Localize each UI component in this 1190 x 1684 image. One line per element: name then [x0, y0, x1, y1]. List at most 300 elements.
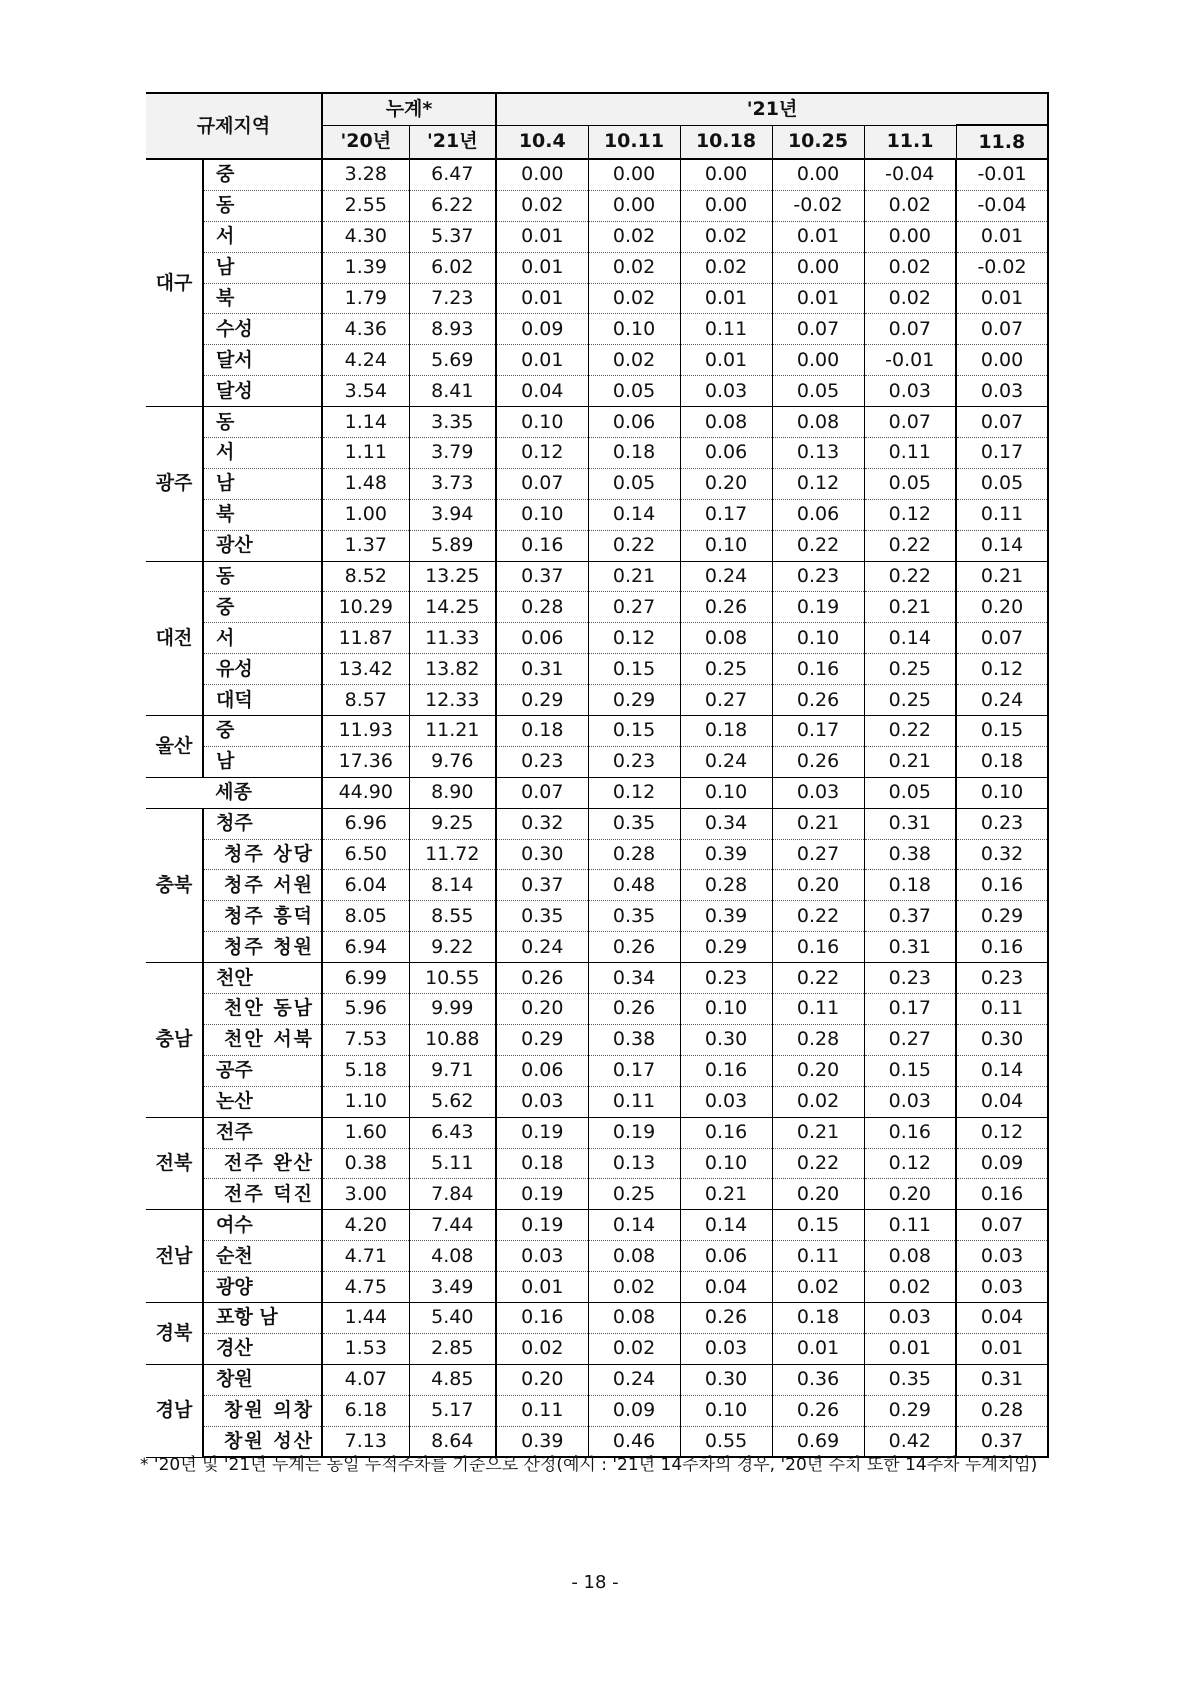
value-cell: 0.22: [772, 901, 864, 932]
value-cell: 8.14: [409, 870, 496, 901]
region-cell: 전북: [146, 1117, 203, 1210]
value-cell: 0.03: [956, 1272, 1048, 1303]
value-cell: 0.17: [588, 1055, 680, 1086]
table-row: [146, 1086, 1048, 1117]
value-cell: 0.10: [680, 1148, 772, 1179]
value-cell: 6.47: [409, 159, 496, 190]
district-cell: 수성: [203, 314, 322, 345]
value-cell: 4.85: [409, 1364, 496, 1395]
value-cell: 0.23: [588, 746, 680, 777]
table-row: [146, 592, 1048, 623]
value-cell: 0.16: [680, 1117, 772, 1148]
value-cell: 0.07: [864, 407, 956, 438]
district-cell: 공주: [203, 1055, 322, 1086]
value-cell: 0.27: [680, 685, 772, 716]
value-cell: 0.22: [772, 963, 864, 994]
value-cell: 0.15: [864, 1055, 956, 1086]
value-cell: 0.37: [956, 1426, 1048, 1457]
value-cell: 0.03: [956, 376, 1048, 407]
value-cell: 0.03: [956, 1241, 1048, 1272]
value-cell: 0.17: [772, 716, 864, 747]
value-cell: 0.18: [588, 438, 680, 469]
table-row: [146, 839, 1048, 870]
value-cell: 7.53: [322, 1024, 409, 1055]
value-cell: 4.71: [322, 1241, 409, 1272]
value-cell: 0.39: [680, 839, 772, 870]
column-header: 10.18: [680, 125, 772, 159]
value-cell: 4.75: [322, 1272, 409, 1303]
value-cell: 0.26: [772, 1395, 864, 1426]
region-cell: 대전: [146, 561, 203, 715]
value-cell: 0.14: [956, 530, 1048, 561]
table-row: [146, 314, 1048, 345]
value-cell: 0.29: [680, 932, 772, 963]
value-cell: 0.30: [496, 839, 588, 870]
value-cell: 0.00: [772, 252, 864, 283]
value-cell: 11.93: [322, 716, 409, 747]
value-cell: 0.01: [864, 1333, 956, 1364]
value-cell: 0.12: [864, 499, 956, 530]
value-cell: 0.17: [864, 994, 956, 1025]
value-cell: 5.11: [409, 1148, 496, 1179]
value-cell: 0.00: [772, 159, 864, 190]
value-cell: 0.15: [588, 716, 680, 747]
value-cell: 0.08: [864, 1241, 956, 1272]
value-cell: 0.13: [772, 438, 864, 469]
value-cell: 8.64: [409, 1426, 496, 1457]
value-cell: 0.01: [680, 345, 772, 376]
page-number: - 18 -: [571, 1572, 619, 1593]
district-cell: 창원 의창: [203, 1395, 322, 1426]
value-cell: 0.17: [956, 438, 1048, 469]
value-cell: 6.18: [322, 1395, 409, 1426]
value-cell: 0.02: [772, 1086, 864, 1117]
region-header: 규제지역: [146, 93, 322, 159]
value-cell: 13.42: [322, 654, 409, 685]
value-cell: 7.23: [409, 283, 496, 314]
value-cell: 9.22: [409, 932, 496, 963]
table-row: [146, 283, 1048, 314]
value-cell: 0.22: [772, 1148, 864, 1179]
value-cell: 0.31: [956, 1364, 1048, 1395]
value-cell: 0.01: [956, 221, 1048, 252]
value-cell: 0.07: [864, 314, 956, 345]
value-cell: 4.20: [322, 1210, 409, 1241]
district-cell: 북: [203, 499, 322, 530]
value-cell: 0.39: [680, 901, 772, 932]
value-cell: 1.53: [322, 1333, 409, 1364]
value-cell: 0.10: [680, 1395, 772, 1426]
table-row: [146, 1055, 1048, 1086]
value-cell: -0.01: [864, 345, 956, 376]
district-cell: 동: [203, 407, 322, 438]
district-cell: 청주 서원: [203, 870, 322, 901]
value-cell: 0.10: [680, 777, 772, 808]
value-cell: 0.08: [680, 623, 772, 654]
value-cell: 0.05: [864, 468, 956, 499]
district-cell: 서: [203, 438, 322, 469]
value-cell: 0.02: [588, 283, 680, 314]
value-cell: 0.03: [496, 1086, 588, 1117]
value-cell: 3.35: [409, 407, 496, 438]
region-cell: 경북: [146, 1302, 203, 1364]
value-cell: 0.05: [956, 468, 1048, 499]
value-cell: 0.02: [680, 221, 772, 252]
value-cell: 0.31: [864, 808, 956, 839]
value-cell: 0.31: [864, 932, 956, 963]
value-cell: 3.73: [409, 468, 496, 499]
value-cell: 0.02: [864, 252, 956, 283]
value-cell: 0.20: [680, 468, 772, 499]
value-cell: 0.11: [956, 499, 1048, 530]
table-row: [146, 777, 1048, 808]
value-cell: 4.36: [322, 314, 409, 345]
value-cell: 0.22: [772, 530, 864, 561]
value-cell: -0.04: [864, 159, 956, 190]
value-cell: 0.02: [588, 1333, 680, 1364]
district-cell: 남: [203, 746, 322, 777]
value-cell: 0.01: [956, 283, 1048, 314]
region-cell: 대구: [146, 159, 203, 407]
region-cell: 충북: [146, 808, 203, 962]
value-cell: 0.12: [956, 654, 1048, 685]
value-cell: 0.03: [496, 1241, 588, 1272]
value-cell: 0.23: [864, 963, 956, 994]
table-row: [146, 654, 1048, 685]
value-cell: 11.21: [409, 716, 496, 747]
value-cell: 0.03: [772, 777, 864, 808]
value-cell: 0.01: [680, 283, 772, 314]
value-cell: 0.01: [496, 221, 588, 252]
value-cell: 8.90: [409, 777, 496, 808]
value-cell: 0.00: [496, 159, 588, 190]
value-cell: 0.16: [956, 1179, 1048, 1210]
value-cell: 0.10: [680, 994, 772, 1025]
district-cell: 광양: [203, 1272, 322, 1303]
price-change-table: [146, 92, 1049, 1458]
value-cell: 0.08: [588, 1302, 680, 1333]
value-cell: 4.07: [322, 1364, 409, 1395]
value-cell: 0.11: [588, 1086, 680, 1117]
value-cell: 0.36: [772, 1364, 864, 1395]
value-cell: 0.39: [496, 1426, 588, 1457]
table-row: [146, 252, 1048, 283]
value-cell: 0.11: [864, 1210, 956, 1241]
region-cell: 광주: [146, 407, 203, 561]
value-cell: 0.21: [864, 746, 956, 777]
value-cell: 0.04: [956, 1086, 1048, 1117]
value-cell: 0.24: [680, 561, 772, 592]
value-cell: 0.37: [864, 901, 956, 932]
value-cell: 0.23: [956, 808, 1048, 839]
table-row: [146, 530, 1048, 561]
value-cell: 0.07: [956, 623, 1048, 654]
year21-header: '21년: [496, 93, 1048, 125]
table-row: [146, 994, 1048, 1025]
value-cell: 0.02: [864, 1272, 956, 1303]
value-cell: 0.12: [496, 438, 588, 469]
table-row: [146, 623, 1048, 654]
value-cell: 0.28: [772, 1024, 864, 1055]
value-cell: 0.20: [864, 1179, 956, 1210]
value-cell: 0.19: [588, 1117, 680, 1148]
value-cell: 0.25: [864, 685, 956, 716]
value-cell: 0.19: [496, 1210, 588, 1241]
value-cell: 13.82: [409, 654, 496, 685]
value-cell: 0.03: [864, 1086, 956, 1117]
value-cell: 0.01: [496, 252, 588, 283]
district-cell: 전주: [203, 1117, 322, 1148]
table-row: [146, 376, 1048, 407]
value-cell: 0.10: [496, 499, 588, 530]
table-row: [146, 1024, 1048, 1055]
value-cell: 0.23: [772, 561, 864, 592]
district-cell: 서: [203, 623, 322, 654]
district-cell: 서: [203, 221, 322, 252]
value-cell: 0.19: [772, 592, 864, 623]
value-cell: 0.48: [588, 870, 680, 901]
value-cell: 1.44: [322, 1302, 409, 1333]
value-cell: 0.18: [496, 716, 588, 747]
table-row: [146, 407, 1048, 438]
value-cell: 0.14: [864, 623, 956, 654]
value-cell: 0.22: [864, 561, 956, 592]
value-cell: 0.14: [680, 1210, 772, 1241]
value-cell: 6.99: [322, 963, 409, 994]
value-cell: 0.21: [588, 561, 680, 592]
value-cell: 0.24: [956, 685, 1048, 716]
district-cell: 경산: [203, 1333, 322, 1364]
value-cell: 5.96: [322, 994, 409, 1025]
value-cell: 5.17: [409, 1395, 496, 1426]
value-cell: 0.02: [864, 190, 956, 221]
table-row: [146, 685, 1048, 716]
value-cell: 0.10: [956, 777, 1048, 808]
value-cell: 0.06: [680, 1241, 772, 1272]
table-row: [146, 1272, 1048, 1303]
value-cell: 0.14: [588, 1210, 680, 1241]
value-cell: 0.16: [496, 530, 588, 561]
header-row-1: [146, 93, 1048, 125]
value-cell: 0.32: [956, 839, 1048, 870]
value-cell: 0.20: [772, 870, 864, 901]
value-cell: 0.05: [864, 777, 956, 808]
value-cell: 0.24: [588, 1364, 680, 1395]
value-cell: 0.46: [588, 1426, 680, 1457]
table-row: [146, 190, 1048, 221]
value-cell: -0.04: [956, 190, 1048, 221]
value-cell: 1.39: [322, 252, 409, 283]
value-cell: 0.02: [772, 1272, 864, 1303]
value-cell: 7.13: [322, 1426, 409, 1457]
value-cell: 5.69: [409, 345, 496, 376]
value-cell: 0.34: [588, 963, 680, 994]
value-cell: 0.09: [496, 314, 588, 345]
value-cell: 0.29: [496, 1024, 588, 1055]
district-cell: 광산: [203, 530, 322, 561]
district-cell: 중: [203, 592, 322, 623]
district-cell: 천안 서북: [203, 1024, 322, 1055]
value-cell: 0.03: [680, 376, 772, 407]
value-cell: 0.01: [496, 1272, 588, 1303]
value-cell: 2.85: [409, 1333, 496, 1364]
table-row: [146, 438, 1048, 469]
value-cell: 0.04: [956, 1302, 1048, 1333]
value-cell: 0.06: [496, 1055, 588, 1086]
value-cell: 0.22: [864, 530, 956, 561]
value-cell: 0.07: [496, 468, 588, 499]
value-cell: 3.79: [409, 438, 496, 469]
value-cell: 0.14: [588, 499, 680, 530]
district-cell: 동: [203, 561, 322, 592]
value-cell: 17.36: [322, 746, 409, 777]
value-cell: 0.08: [772, 407, 864, 438]
value-cell: 6.94: [322, 932, 409, 963]
value-cell: 11.33: [409, 623, 496, 654]
table-row: [146, 221, 1048, 252]
value-cell: 0.29: [864, 1395, 956, 1426]
table-row: [146, 1179, 1048, 1210]
value-cell: 0.14: [956, 1055, 1048, 1086]
value-cell: 0.01: [772, 221, 864, 252]
value-cell: 4.30: [322, 221, 409, 252]
district-cell: 중: [203, 716, 322, 747]
value-cell: 0.11: [680, 314, 772, 345]
value-cell: 0.25: [864, 654, 956, 685]
district-cell: 여수: [203, 1210, 322, 1241]
value-cell: 0.11: [496, 1395, 588, 1426]
district-cell: 포항 남: [203, 1302, 322, 1333]
value-cell: 0.02: [588, 221, 680, 252]
value-cell: 0.07: [956, 314, 1048, 345]
value-cell: 0.28: [588, 839, 680, 870]
value-cell: 0.02: [496, 1333, 588, 1364]
value-cell: 0.03: [680, 1333, 772, 1364]
district-cell: 창원: [203, 1364, 322, 1395]
table-row: [146, 746, 1048, 777]
district-cell: 달성: [203, 376, 322, 407]
value-cell: 0.02: [864, 283, 956, 314]
value-cell: 0.42: [864, 1426, 956, 1457]
value-cell: 0.08: [680, 407, 772, 438]
value-cell: 6.50: [322, 839, 409, 870]
value-cell: 0.23: [956, 963, 1048, 994]
table-row: [146, 870, 1048, 901]
value-cell: 1.37: [322, 530, 409, 561]
value-cell: -0.01: [956, 159, 1048, 190]
column-header: '20년: [322, 125, 409, 159]
value-cell: 0.18: [680, 716, 772, 747]
value-cell: 0.30: [680, 1364, 772, 1395]
value-cell: 0.15: [772, 1210, 864, 1241]
value-cell: 8.93: [409, 314, 496, 345]
value-cell: 0.12: [864, 1148, 956, 1179]
value-cell: 7.84: [409, 1179, 496, 1210]
value-cell: 44.90: [322, 777, 409, 808]
table-row: [146, 468, 1048, 499]
value-cell: 0.12: [588, 777, 680, 808]
value-cell: 8.52: [322, 561, 409, 592]
value-cell: 0.30: [956, 1024, 1048, 1055]
value-cell: 0.28: [680, 870, 772, 901]
value-cell: 9.99: [409, 994, 496, 1025]
value-cell: 0.03: [864, 1302, 956, 1333]
value-cell: 0.02: [588, 345, 680, 376]
table-row: [146, 345, 1048, 376]
district-cell: 유성: [203, 654, 322, 685]
table-row: [146, 1364, 1048, 1395]
district-cell: 남: [203, 468, 322, 499]
table-row: [146, 1241, 1048, 1272]
district-cell: 창원 성산: [203, 1426, 322, 1457]
value-cell: 1.10: [322, 1086, 409, 1117]
value-cell: 0.01: [496, 345, 588, 376]
table-body: [146, 159, 1048, 1457]
district-cell: 달서: [203, 345, 322, 376]
value-cell: 3.49: [409, 1272, 496, 1303]
value-cell: 0.27: [588, 592, 680, 623]
value-cell: 5.18: [322, 1055, 409, 1086]
value-cell: 1.00: [322, 499, 409, 530]
table-row: [146, 808, 1048, 839]
value-cell: 0.17: [680, 499, 772, 530]
column-header: 11.8: [956, 125, 1048, 159]
value-cell: 3.28: [322, 159, 409, 190]
value-cell: 0.29: [496, 685, 588, 716]
value-cell: 0.09: [956, 1148, 1048, 1179]
value-cell: 0.06: [772, 499, 864, 530]
table-row: [146, 1302, 1048, 1333]
value-cell: 0.27: [772, 839, 864, 870]
value-cell: 6.02: [409, 252, 496, 283]
value-cell: 0.22: [864, 716, 956, 747]
value-cell: 0.16: [680, 1055, 772, 1086]
value-cell: 0.06: [680, 438, 772, 469]
value-cell: 1.14: [322, 407, 409, 438]
column-header: 11.1: [864, 125, 956, 159]
value-cell: 0.37: [496, 561, 588, 592]
column-header: 10.4: [496, 125, 588, 159]
value-cell: 0.03: [864, 376, 956, 407]
table-row: [146, 963, 1048, 994]
region-cell: 울산: [146, 716, 203, 778]
value-cell: 6.04: [322, 870, 409, 901]
value-cell: 0.04: [496, 376, 588, 407]
region-cell: 세종: [146, 777, 322, 808]
column-header: '21년: [409, 125, 496, 159]
value-cell: 0.07: [496, 777, 588, 808]
value-cell: 0.12: [588, 623, 680, 654]
value-cell: 0.20: [956, 592, 1048, 623]
value-cell: 0.11: [772, 994, 864, 1025]
value-cell: 0.10: [772, 623, 864, 654]
value-cell: 0.09: [588, 1395, 680, 1426]
district-cell: 중: [203, 159, 322, 190]
value-cell: 0.01: [772, 283, 864, 314]
value-cell: 3.94: [409, 499, 496, 530]
value-cell: 0.21: [772, 808, 864, 839]
value-cell: 11.87: [322, 623, 409, 654]
value-cell: 5.40: [409, 1302, 496, 1333]
value-cell: 0.29: [956, 901, 1048, 932]
value-cell: 0.02: [588, 1272, 680, 1303]
district-cell: 대덕: [203, 685, 322, 716]
value-cell: 0.35: [496, 901, 588, 932]
value-cell: 0.18: [864, 870, 956, 901]
value-cell: 0.00: [864, 221, 956, 252]
value-cell: 4.24: [322, 345, 409, 376]
value-cell: -0.02: [772, 190, 864, 221]
